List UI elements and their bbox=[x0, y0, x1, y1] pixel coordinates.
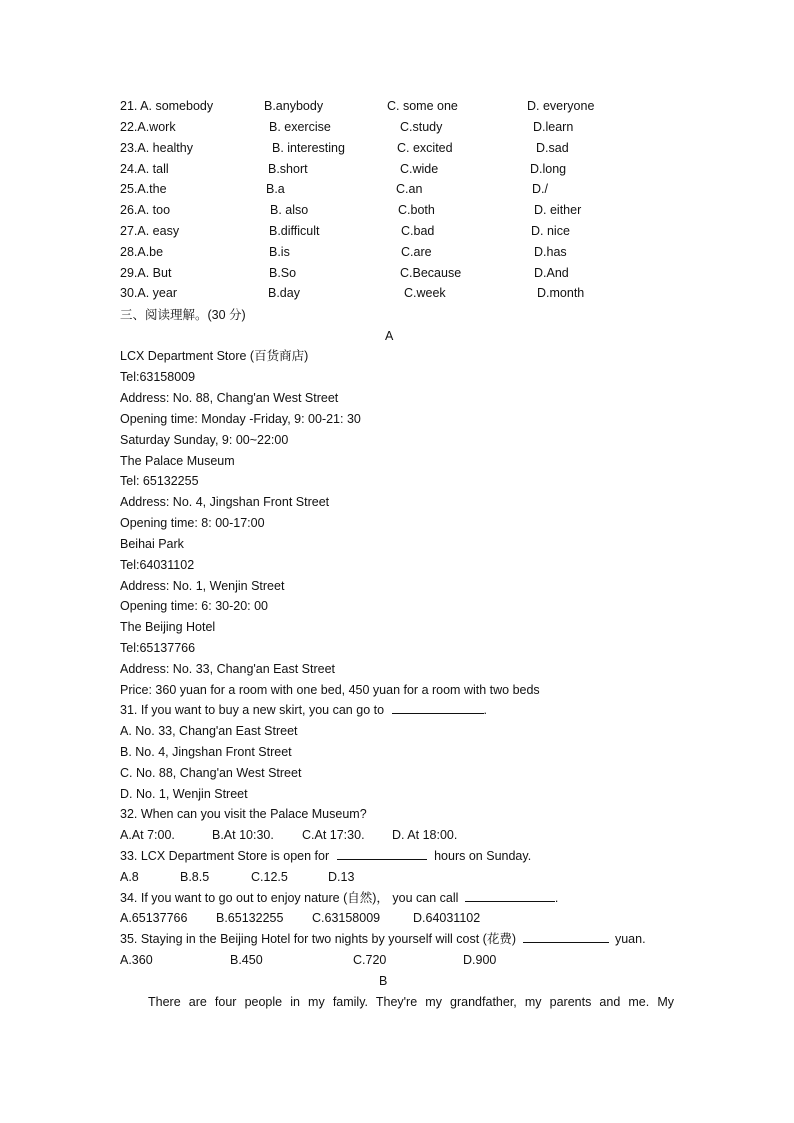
question-end: . bbox=[554, 891, 559, 905]
question-33 bbox=[120, 847, 531, 865]
option-d: D. At 18:00. bbox=[392, 828, 458, 842]
hotel-price: Price: 360 yuan for a room with one bed, 450 yuan for a room with two beds bbox=[120, 683, 540, 697]
option-c: C.12.5 bbox=[251, 870, 288, 884]
option-b: B.day bbox=[268, 286, 300, 300]
option-b: B. also bbox=[270, 203, 309, 217]
option-a: 25.A.the bbox=[120, 182, 167, 196]
option-c: C.Because bbox=[400, 266, 462, 280]
option-d: D. everyone bbox=[527, 99, 595, 113]
option-b: B.At 10:30. bbox=[212, 828, 274, 842]
option-c: C. excited bbox=[397, 141, 453, 155]
option-c: C. some one bbox=[387, 99, 458, 113]
question-34 bbox=[120, 889, 558, 907]
option-a: A.At 7:00. bbox=[120, 828, 175, 842]
option-c: C.wide bbox=[400, 162, 439, 176]
option-a: 27.A. easy bbox=[120, 224, 180, 238]
question-stem: 34. If you want to go out to enjoy nature (自然)， you can call bbox=[120, 891, 459, 905]
option-b: B. exercise bbox=[269, 120, 331, 134]
park-name: Beihai Park bbox=[120, 537, 184, 551]
question-31 bbox=[120, 701, 487, 719]
option-row-30 bbox=[120, 284, 720, 302]
option-row-22 bbox=[120, 118, 720, 136]
q33-options bbox=[120, 868, 720, 886]
option-b: B.8.5 bbox=[180, 870, 210, 884]
option-b: B.So bbox=[269, 266, 297, 280]
question-35 bbox=[120, 930, 646, 948]
answer-blank[interactable] bbox=[392, 702, 484, 714]
hotel-name: The Beijing Hotel bbox=[120, 620, 216, 634]
store-tel: Tel:63158009 bbox=[120, 370, 196, 384]
museum-name: The Palace Museum bbox=[120, 454, 235, 468]
option-b: B.short bbox=[268, 162, 308, 176]
question-end: yuan. bbox=[614, 932, 646, 946]
option-d: D./ bbox=[532, 182, 548, 196]
question-end: hours on Sunday. bbox=[434, 849, 532, 863]
option-c: C.study bbox=[400, 120, 443, 134]
option-row-27 bbox=[120, 222, 720, 240]
q31-option-d: D. No. 1, Wenjin Street bbox=[120, 787, 248, 801]
option-row-21 bbox=[120, 97, 720, 115]
park-address: Address: No. 1, Wenjin Street bbox=[120, 579, 285, 593]
option-d: D.long bbox=[530, 162, 567, 176]
option-b: B. interesting bbox=[272, 141, 345, 155]
option-a: 23.A. healthy bbox=[120, 141, 193, 155]
option-a: 21. A. somebody bbox=[120, 99, 214, 113]
store-address: Address: No. 88, Chang'an West Street bbox=[120, 391, 339, 405]
passage-a-label: A bbox=[385, 329, 394, 343]
option-a: A.360 bbox=[120, 953, 153, 967]
option-c: C.both bbox=[398, 203, 435, 217]
store-hours-weekend: Saturday Sunday, 9: 00~22:00 bbox=[120, 433, 289, 447]
option-a: 29.A. But bbox=[120, 266, 172, 280]
option-c: C.are bbox=[401, 245, 432, 259]
answer-blank[interactable] bbox=[465, 890, 555, 902]
store-hours-weekday: Opening time: Monday -Friday, 9: 00-21: 30 bbox=[120, 412, 361, 426]
passage-b-paragraph: There are four people in my family. They're my grandfather, my parents and me. My bbox=[148, 995, 674, 1009]
option-a: 30.A. year bbox=[120, 286, 177, 300]
option-d: D. nice bbox=[531, 224, 570, 238]
park-tel: Tel:64031102 bbox=[120, 558, 195, 572]
option-d: D.900 bbox=[463, 953, 497, 967]
option-row-23 bbox=[120, 139, 720, 157]
museum-tel: Tel: 65132255 bbox=[120, 474, 199, 488]
option-d: D.13 bbox=[328, 870, 355, 884]
option-row-29 bbox=[120, 264, 720, 282]
option-d: D.learn bbox=[533, 120, 574, 134]
option-b: B.65132255 bbox=[216, 911, 284, 925]
question-32: 32. When can you visit the Palace Museum? bbox=[120, 807, 367, 821]
option-c: C.63158009 bbox=[312, 911, 381, 925]
option-d: D.64031102 bbox=[413, 911, 481, 925]
passage-b-label: B bbox=[379, 974, 388, 988]
option-c: C.At 17:30. bbox=[302, 828, 365, 842]
q32-options bbox=[120, 826, 720, 844]
q31-option-c: C. No. 88, Chang'an West Street bbox=[120, 766, 302, 780]
option-a: 28.A.be bbox=[120, 245, 164, 259]
option-row-26 bbox=[120, 201, 720, 219]
q31-option-a: A. No. 33, Chang'an East Street bbox=[120, 724, 298, 738]
store-name: LCX Department Store (百货商店) bbox=[120, 349, 309, 363]
option-a: 26.A. too bbox=[120, 203, 171, 217]
option-row-24 bbox=[120, 160, 720, 178]
q35-options bbox=[120, 951, 720, 969]
option-row-25 bbox=[120, 180, 720, 198]
question-end: . bbox=[483, 703, 488, 717]
option-d: D.sad bbox=[536, 141, 569, 155]
option-c: C.an bbox=[396, 182, 423, 196]
q31-option-b: B. No. 4, Jingshan Front Street bbox=[120, 745, 292, 759]
option-b: B.450 bbox=[230, 953, 263, 967]
option-c: C.bad bbox=[401, 224, 435, 238]
option-b: B.difficult bbox=[269, 224, 320, 238]
museum-hours: Opening time: 8: 00-17:00 bbox=[120, 516, 265, 530]
option-a: 22.A.work bbox=[120, 120, 176, 134]
option-c: C.720 bbox=[353, 953, 387, 967]
option-a: A.65137766 bbox=[120, 911, 188, 925]
option-a: A.8 bbox=[120, 870, 139, 884]
park-hours: Opening time: 6: 30-20: 00 bbox=[120, 599, 269, 613]
option-row-28 bbox=[120, 243, 720, 261]
option-a: 24.A. tall bbox=[120, 162, 169, 176]
section-heading: 三、阅读理解。(30 分) bbox=[120, 308, 246, 322]
option-b: B.anybody bbox=[264, 99, 324, 113]
option-b: B.is bbox=[269, 245, 290, 259]
question-stem: 31. If you want to buy a new skirt, you can go to bbox=[120, 703, 385, 717]
option-d: D.has bbox=[534, 245, 567, 259]
answer-blank[interactable] bbox=[523, 931, 609, 943]
q34-options bbox=[120, 909, 720, 927]
option-d: D.And bbox=[534, 266, 569, 280]
question-stem: 35. Staying in the Beijing Hotel for two nights by yourself will cost (花费) bbox=[120, 932, 517, 946]
hotel-tel: Tel:65137766 bbox=[120, 641, 196, 655]
option-d: D.month bbox=[537, 286, 585, 300]
option-b: B.a bbox=[266, 182, 285, 196]
answer-blank[interactable] bbox=[337, 848, 427, 860]
question-stem: 33. LCX Department Store is open for bbox=[120, 849, 330, 863]
option-c: C.week bbox=[404, 286, 446, 300]
museum-address: Address: No. 4, Jingshan Front Street bbox=[120, 495, 330, 509]
hotel-address: Address: No. 33, Chang'an East Street bbox=[120, 662, 336, 676]
option-d: D. either bbox=[534, 203, 582, 217]
